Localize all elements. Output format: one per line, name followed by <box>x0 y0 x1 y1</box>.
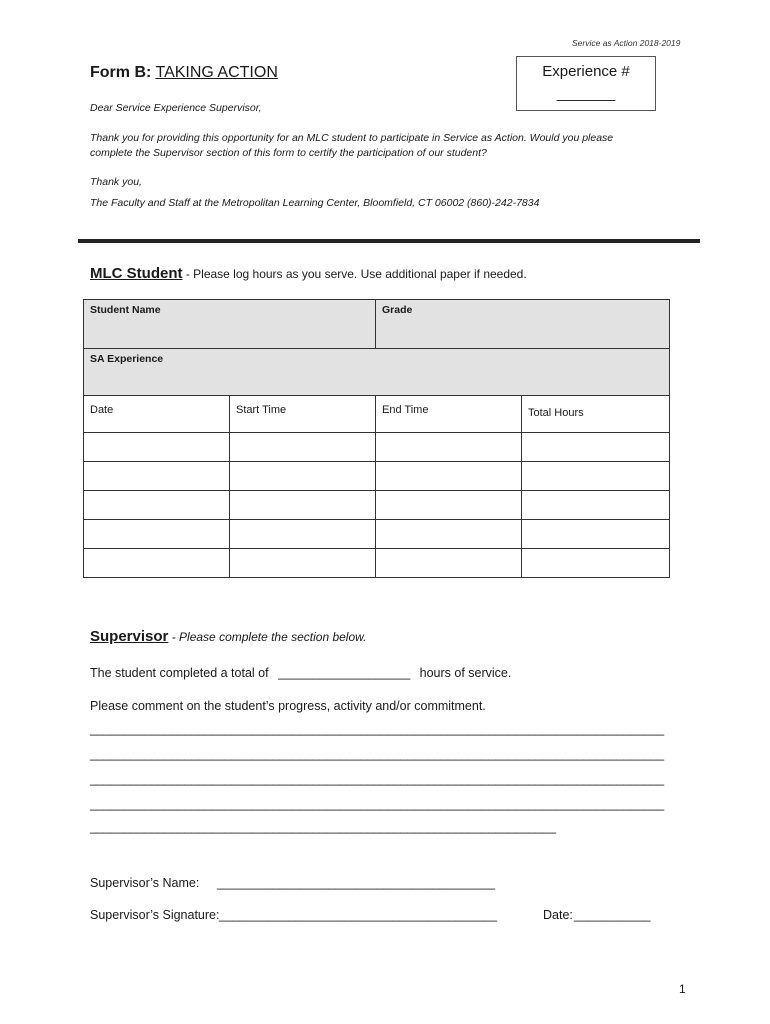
total-hours-cell[interactable] <box>522 491 670 520</box>
total-hours-suffix: hours of service. <box>419 666 512 680</box>
form-title <box>90 64 278 82</box>
column-header-start-time: Start Time <box>230 396 376 433</box>
experience-label: Experience # <box>542 63 630 80</box>
supervisor-signature-blank[interactable]: ________________________________________ <box>219 908 498 922</box>
total-hours-statement <box>90 666 511 680</box>
comment-line-short[interactable]: _____________________________________________________________________ <box>90 820 556 834</box>
letter-closing: Thank you, <box>90 176 142 188</box>
total-hours-cell[interactable] <box>522 462 670 491</box>
sa-experience-cell[interactable] <box>84 349 670 396</box>
student-heading-text: MLC Student <box>90 265 183 282</box>
start-time-cell[interactable] <box>230 433 376 462</box>
comment-line[interactable]: _____________________________________________________________________________________ <box>90 772 664 786</box>
table-row <box>84 462 670 491</box>
salutation: Dear Service Experience Supervisor, <box>90 102 262 114</box>
form-label: Form B: <box>90 64 152 81</box>
comment-prompt: Please comment on the student’s progress, activity and/or commitment. <box>90 699 486 713</box>
total-hours-cell[interactable] <box>522 549 670 578</box>
student-name-label: Student Name <box>90 304 161 316</box>
end-time-cell[interactable] <box>376 520 522 549</box>
supervisor-instruction: - Please complete the section below. <box>168 630 367 644</box>
start-time-cell[interactable] <box>230 549 376 578</box>
student-name-cell[interactable] <box>84 300 376 349</box>
comment-line[interactable]: _____________________________________________________________________________________ <box>90 722 664 736</box>
date-cell[interactable] <box>84 520 230 549</box>
grade-label: Grade <box>382 304 413 316</box>
table-row <box>84 433 670 462</box>
grade-cell[interactable] <box>376 300 670 349</box>
supervisor-name-blank[interactable]: ________________________________________ <box>217 876 496 890</box>
supervisor-name-label: Supervisor’s Name: <box>90 876 200 890</box>
column-header-total-hours: Total Hours <box>522 396 670 433</box>
section-divider <box>78 239 700 243</box>
end-time-cell[interactable] <box>376 491 522 520</box>
supervisor-heading-text: Supervisor <box>90 628 169 645</box>
date-cell[interactable] <box>84 491 230 520</box>
date-cell[interactable] <box>84 433 230 462</box>
experience-blank: _______ <box>556 85 616 102</box>
end-time-cell[interactable] <box>376 549 522 578</box>
student-instruction: - Please log hours as you serve. Use additional paper if needed. <box>182 267 527 281</box>
start-time-cell[interactable] <box>230 491 376 520</box>
table-row <box>84 491 670 520</box>
table-row <box>84 520 670 549</box>
end-time-cell[interactable] <box>376 462 522 491</box>
column-header-date: Date <box>84 396 230 433</box>
sa-experience-label: SA Experience <box>90 353 164 365</box>
form-title-text: TAKING ACTION <box>155 64 278 81</box>
letter-body-line-2: complete the Supervisor section of this form to certify the participation of our student? <box>90 147 487 159</box>
letter-body-line-1: Thank you for providing this opportunity for an MLC student to participate in Service as Action. Would you please <box>90 132 614 144</box>
date-cell[interactable] <box>84 462 230 491</box>
experience-number-box[interactable] <box>516 56 656 111</box>
program-year-note: Service as Action 2018-2019 <box>572 38 681 48</box>
table-row <box>84 549 670 578</box>
comment-line[interactable]: _____________________________________________________________________________________ <box>90 747 664 761</box>
supervisor-section-heading <box>90 628 367 645</box>
table-header-row <box>84 396 670 433</box>
date-blank[interactable]: ___________ <box>574 908 651 922</box>
total-hours-cell[interactable] <box>522 433 670 462</box>
comment-line[interactable]: _____________________________________________________________________________________ <box>90 797 664 811</box>
hours-log-table <box>83 299 670 578</box>
end-time-cell[interactable] <box>376 433 522 462</box>
supervisor-signature-label: Supervisor’s Signature: <box>90 908 220 922</box>
date-cell[interactable] <box>84 549 230 578</box>
student-section-heading <box>90 265 527 282</box>
start-time-cell[interactable] <box>230 520 376 549</box>
total-hours-blank[interactable]: ___________________ <box>278 666 411 680</box>
column-header-end-time: End Time <box>376 396 522 433</box>
total-hours-prefix: The student completed a total of <box>90 666 269 680</box>
letter-signature: The Faculty and Staff at the Metropolitan Learning Center, Bloomfield, CT 06002 (860)-242-7834 <box>90 197 540 209</box>
date-label: Date: <box>543 908 573 922</box>
start-time-cell[interactable] <box>230 462 376 491</box>
page-number: 1 <box>679 982 686 996</box>
total-hours-cell[interactable] <box>522 520 670 549</box>
